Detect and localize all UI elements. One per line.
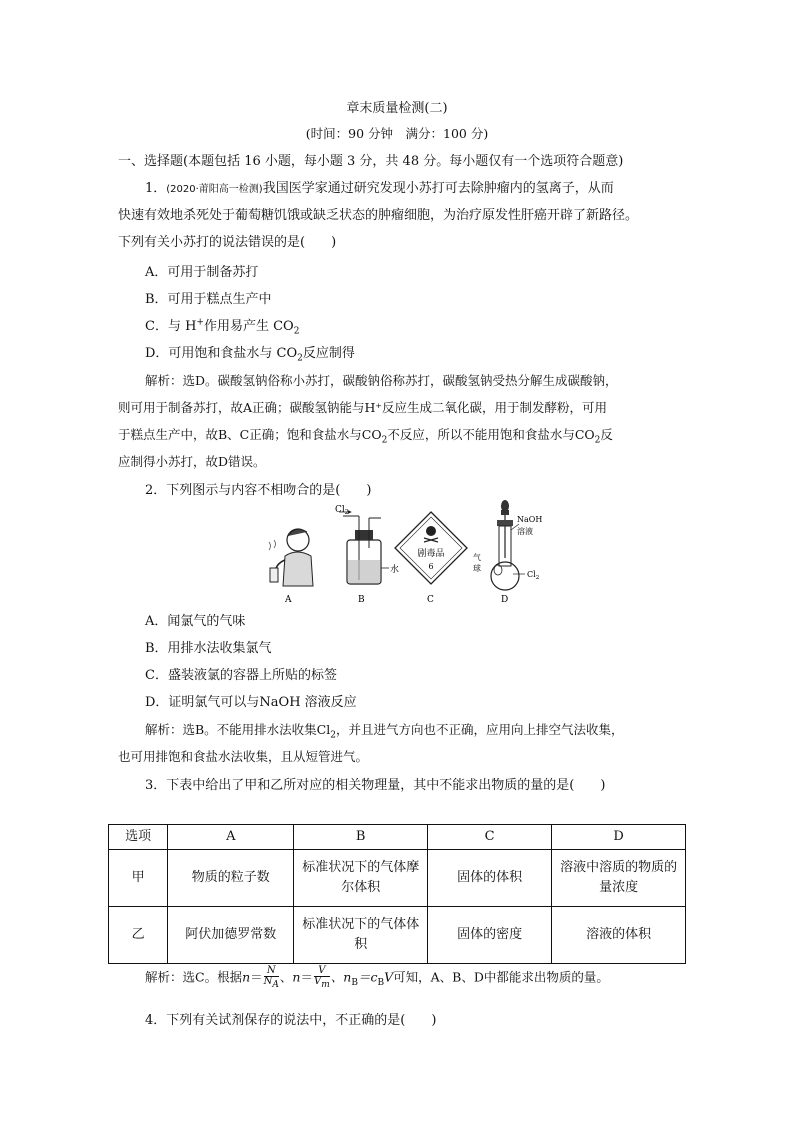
q1-solution-line1: 解析：选D。碳酸氢钠俗称小苏打，碳酸钠俗称苏打，碳酸氢钠受热分解生成碳酸钠，: [145, 373, 618, 388]
fraction-v-over-vm: $\frac{V}{V_m}$: [314, 965, 330, 990]
q2-figure: [255, 498, 545, 610]
q1-solution-line3: 于糕点生产中，故B、C正确；饱和食盐水与$CO_2$不反应，所以不能用饱和食盐水与$CO_2$反: [118, 427, 613, 446]
table-header-cell: A: [168, 825, 294, 850]
table-cell: 标准状况下的气体摩尔体积: [294, 850, 428, 907]
q2-solution-line2: 也可用排饱和食盐水法收集，且从短管进气。: [118, 749, 369, 764]
figure-b-water-label: 水: [390, 565, 400, 575]
section-heading: 一、选择题(本题包括 16 小题，每小题 3 分，共 48 分。每小题仅有一个选项符合题意): [118, 154, 624, 169]
figure-c-poison-text: 剧毒品: [417, 549, 445, 559]
figure-c-poison-number: 6: [428, 562, 434, 571]
q1-option-b: B．可用于糕点生产中: [145, 292, 272, 307]
figure-a-person: [269, 529, 313, 586]
q1-solution-line2: 则可用于制备苏打，故A正确；碳酸氢钠能与H⁺反应生成二氧化碳，用于制发酵粉，可用: [118, 400, 608, 415]
figure-label-d: D: [501, 595, 509, 605]
table-cell: 标准状况下的气体体积: [294, 907, 428, 964]
table-header-cell: C: [428, 825, 552, 850]
q4-stem: 4．下列有关试剂保存的说法中，不正确的是( ): [145, 1013, 437, 1028]
table-header-cell: D: [552, 825, 686, 850]
table-header-cell: B: [294, 825, 428, 850]
figure-d-cl2-label: $Cl_2$: [527, 570, 540, 581]
table-cell: 乙: [109, 907, 168, 964]
page-title: 章末质量检测(二): [346, 101, 448, 116]
figure-b-bottle: [339, 512, 389, 584]
figure-d-naoh-label: NaOH: [517, 515, 543, 524]
figure-d-flask: [491, 500, 525, 590]
figure-label-b: B: [358, 595, 365, 605]
q3-stem: 3．下表中给出了甲和乙所对应的相关物理量，其中不能求出物质的量的是( ): [145, 778, 606, 793]
q2-option-c: C．盛装液氯的容器上所贴的标签: [145, 668, 337, 683]
q2-option-b: B．用排水法收集氯气: [145, 641, 272, 656]
figure-d-balloon-label2: 球: [473, 564, 481, 573]
fraction-n-over-na: $\frac{N}{N_A}$: [263, 965, 279, 990]
q1-stem-line2: 快速有效地杀死处于葡萄糖饥饿或缺乏状态的肿瘤细胞，为治疗原发性肝癌开辟了新路径。: [118, 208, 639, 223]
table-header-row: [109, 825, 686, 850]
figure-b-cl2-label: $Cl_2$: [335, 505, 349, 516]
figure-d-balloon-label1: 气: [473, 553, 481, 562]
q1-option-d: D．可用饱和食盐水与 $CO_2$反应制得: [145, 346, 355, 364]
q1-stem-line1: [145, 177, 715, 196]
q3-solution: 解析：选C。根据n＝ $\frac{N}{N_A}$ 、n＝ $\frac{V}{V_m}$ 、$n_B=c_BV$可知，A、B、D中都能求出物质的量。: [145, 965, 609, 990]
table-cell: 溶液的体积: [552, 907, 686, 964]
figure-label-c: C: [427, 595, 434, 605]
q1-solution-line4: 应制得小苏打，故D错误。: [118, 454, 266, 469]
table-cell: 溶液中溶质的物质的量浓度: [552, 850, 686, 907]
figure-d-solution-label: 溶液: [517, 527, 533, 536]
q2-option-a: A．闻氯气的气味: [145, 614, 246, 629]
q1-stem-line3: 下列有关小苏打的说法错误的是( ): [118, 235, 337, 250]
q1-number: 1．: [145, 181, 167, 196]
figure-c-poison-label: [395, 512, 467, 584]
page-subtitle: (时间：90 分钟 满分：100 分): [305, 126, 489, 141]
skull-icon: [426, 526, 436, 536]
figure-label-a: A: [285, 595, 292, 605]
q1-citation: (2020·莆阳高一检测): [166, 184, 263, 195]
table-header-cell: 选项: [109, 825, 168, 850]
table-cell: 阿伏加德罗常数: [168, 907, 294, 964]
q3-table: [108, 824, 686, 964]
table-cell: 物质的粒子数: [168, 850, 294, 907]
table-cell: 甲: [109, 850, 168, 907]
q2-option-d: D．证明氯气可以与NaOH 溶液反应: [145, 695, 357, 710]
table-cell: 固体的体积: [428, 850, 552, 907]
q1-option-a: A．可用于制备苏打: [145, 265, 259, 280]
q2-stem: 2．下列图示与内容不相吻合的是( ): [145, 483, 372, 498]
table-row: [109, 850, 686, 907]
table-row: [109, 907, 686, 964]
table-cell: 固体的密度: [428, 907, 552, 964]
q2-solution-line1: 解析：选B。不能用排水法收集$Cl_2$，并且进气方向也不正确，应用向上排空气法收集，: [145, 722, 624, 741]
q2-figure-svg: [255, 498, 545, 610]
q1-stem-text: 我国医学家通过研究发现小苏打可去除肿瘤内的氢离子，从而: [262, 181, 614, 196]
q1-option-c: C．与 H+作用易产生 $CO_2$: [145, 317, 300, 337]
